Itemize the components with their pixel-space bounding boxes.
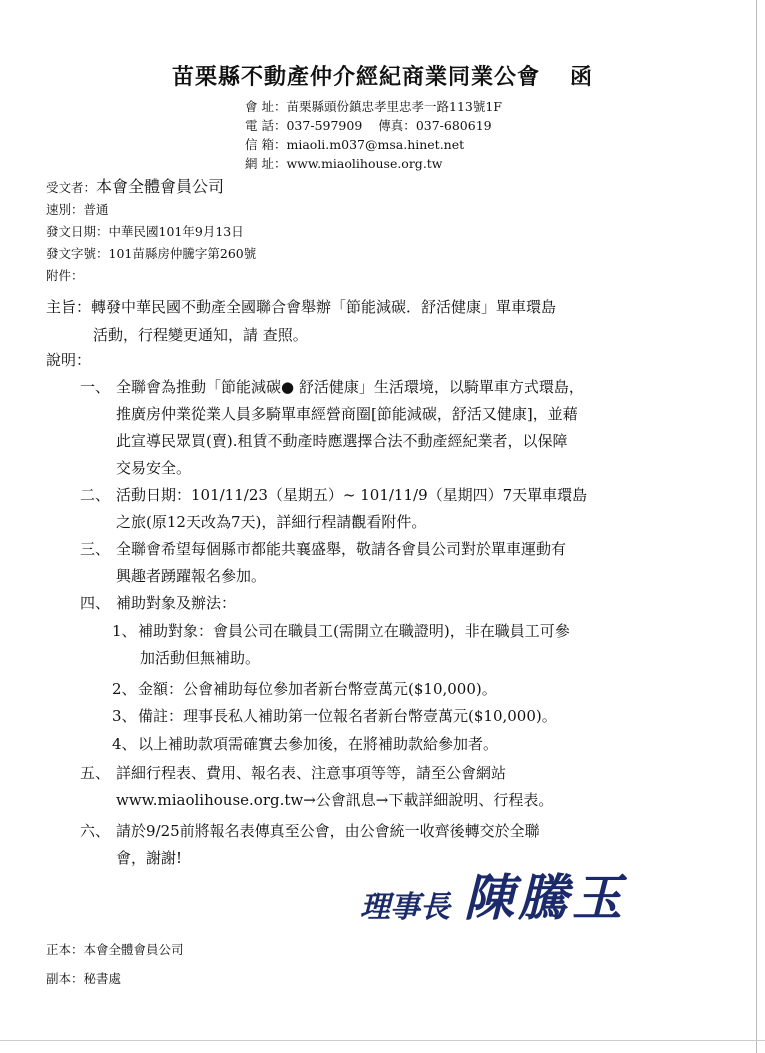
subsidy-item-2 [112, 676, 712, 703]
document-type: 函 [570, 64, 594, 90]
subject-line-1: 轉發中華民國不動產全國聯合會舉辦「節能減碳．舒活健康」單車環島 [91, 298, 557, 316]
chairman-signature-stamp [360, 858, 626, 930]
item-number: 六、 [80, 822, 111, 840]
subsidy-line: 備註：理事長私人補助第一位報名者新台幣壹萬元($10,000)。 [138, 707, 557, 725]
reference-value: 101苗縣房仲騰字第260號 [108, 246, 257, 261]
contact-block [245, 97, 502, 173]
subject-section [46, 293, 706, 349]
item-line: 請於9/25前將報名表傳真至公會，由公會統一收齊後轉交於全聯 [116, 822, 540, 840]
item-number: 三、 [80, 540, 111, 558]
fax-label: 傳真： [378, 118, 416, 133]
explanation-list-cont [80, 760, 720, 872]
reference-label: 發文字號： [46, 246, 109, 261]
attachment-label: 附件： [46, 268, 84, 283]
item-line: www.miaolihouse.org.tw→公會訊息→下載詳細說明、行程表。 [116, 791, 554, 809]
item-line: 會，謝謝! [116, 849, 183, 867]
phone-value: 037-597909 [286, 118, 363, 133]
explanation-item-3 [80, 536, 720, 590]
subject-line-2: 活動，行程變更通知，請 查照。 [93, 326, 308, 344]
subsidy-item-3 [112, 703, 712, 730]
association-name: 苗栗縣不動產仲介經紀商業同業公會 [171, 64, 540, 90]
speed-label: 速別： [46, 202, 84, 217]
subsidy-number: 2、 [112, 680, 137, 698]
recipient-label: 受文者： [46, 180, 97, 195]
scan-edge-right [756, 0, 757, 1053]
cc-value: 秘書處 [83, 971, 122, 986]
item-line: 推廣房仲業從業人員多騎單車經營商圈[節能減碳，舒活又健康]，並藉 [116, 405, 578, 423]
subsidy-number: 4、 [112, 735, 137, 753]
cc-label: 副本： [46, 971, 84, 986]
item-line: 之旅(原12天改為7天)，詳細行程請觀看附件。 [116, 513, 427, 531]
website-value: www.miaolihouse.org.tw [286, 156, 443, 171]
item-line: 活動日期：101/11/23（星期五）~ 101/11/9（星期四）7天單車環島 [116, 486, 588, 504]
subsidy-item-4 [112, 731, 712, 758]
recipient-value: 本會全體會員公司 [96, 177, 225, 196]
date-label: 發文日期： [46, 224, 109, 239]
address-value: 苗栗縣頭份鎮忠孝里忠孝一路113號1F [286, 99, 502, 114]
website-label: 網 址： [245, 156, 287, 171]
phone-label: 電 話： [245, 118, 287, 133]
explanation-item-2 [80, 482, 720, 536]
explanation-heading: 說明： [46, 351, 92, 369]
subsidy-number: 1、 [112, 622, 137, 640]
main-copy-value: 本會全體會員公司 [83, 942, 184, 957]
subsidy-line: 以上補助款項需確實去參加後，在將補助款給參加者。 [138, 735, 499, 753]
subject-label: 主旨： [46, 298, 92, 316]
subsidy-number: 3、 [112, 707, 137, 725]
letter-title [0, 60, 765, 91]
main-copy-label: 正本： [46, 942, 84, 957]
item-line: 詳細行程表、費用、報名表、注意事項等等，請至公會網站 [116, 764, 507, 782]
signature-name: 陳騰玉 [464, 868, 626, 927]
item-number: 四、 [80, 594, 111, 612]
subsidy-line: 金額：公會補助每位參加者新台幣壹萬元($10,000)。 [138, 680, 497, 698]
fax-value: 037-680619 [415, 118, 492, 133]
email-value: miaoli.m037@msa.hinet.net [286, 137, 465, 152]
distribution-footer [46, 935, 184, 993]
item-line: 交易安全。 [116, 459, 192, 477]
subsidy-item-1 [112, 618, 712, 672]
email-label: 信 箱： [245, 137, 287, 152]
explanation-item-5 [80, 760, 720, 814]
speed-value: 普通 [83, 202, 109, 217]
explanation-item-4 [80, 590, 720, 617]
document-meta [46, 176, 256, 287]
subsidy-line: 加活動但無補助。 [140, 649, 261, 667]
date-value: 中華民國101年9月13日 [108, 224, 244, 239]
explanation-item-1 [80, 374, 720, 482]
item-number: 一、 [80, 378, 111, 396]
item-line: 全聯會為推動「節能減碳● 舒活健康」生活環境，以騎單車方式環島， [116, 378, 584, 396]
item-line: 補助對象及辦法： [116, 594, 237, 612]
item-number: 五、 [80, 764, 111, 782]
scan-edge-bottom [0, 1040, 765, 1041]
explanation-list [80, 374, 720, 617]
signature-title: 理事長 [360, 890, 450, 925]
item-line: 興趣者踴躍報名參加。 [116, 567, 267, 585]
item-number: 二、 [80, 486, 111, 504]
item-line: 全聯會希望每個縣市都能共襄盛舉，敬請各會員公司對於單車運動有 [116, 540, 567, 558]
item-line: 此宣導民眾買(賣).租賃不動產時應選擇合法不動產經紀業者，以保障 [116, 432, 568, 450]
address-label: 會 址： [245, 99, 287, 114]
subsidy-line: 補助對象：會員公司在職員工(需開立在職證明)，非在職員工可參 [138, 622, 570, 640]
